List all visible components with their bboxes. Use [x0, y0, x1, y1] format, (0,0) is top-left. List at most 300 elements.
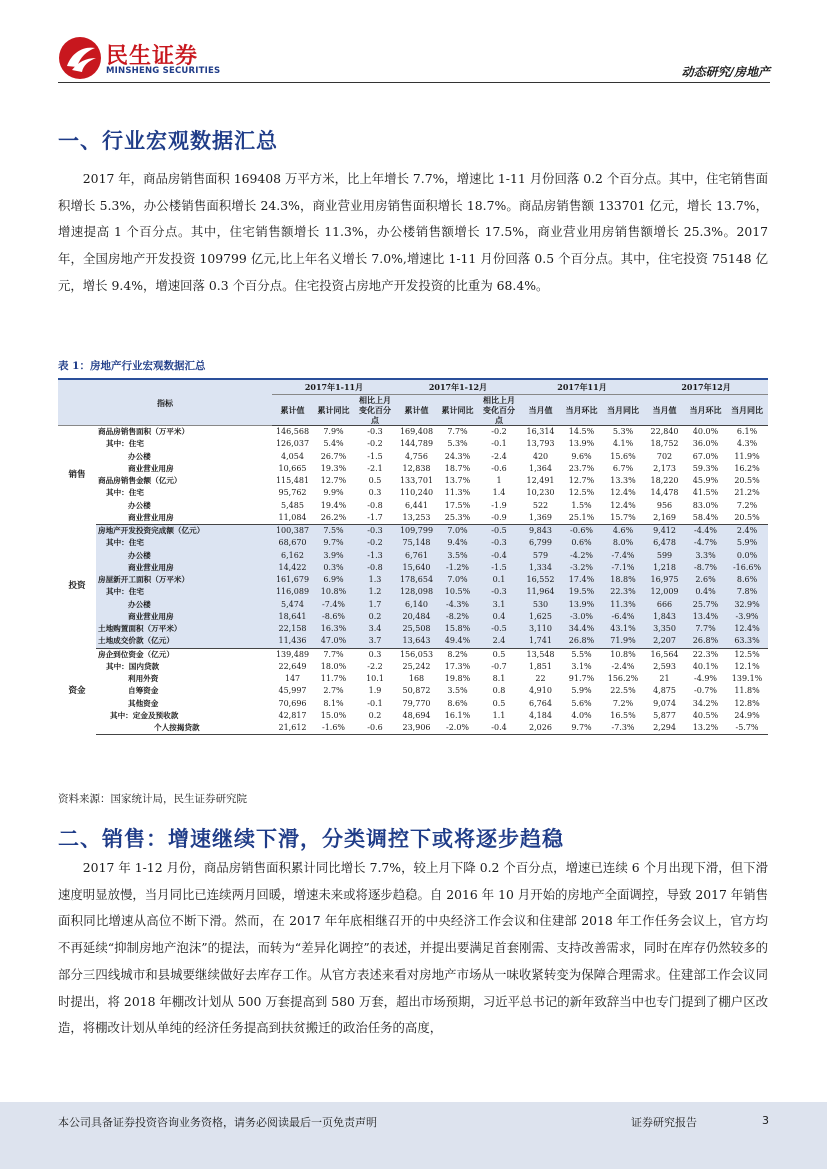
table-cell: 49.4% [437, 635, 478, 648]
table-cell: 0.5 [492, 649, 506, 659]
footer-band [0, 1102, 827, 1169]
table-row [58, 661, 768, 673]
table-cell: 18,752 [650, 439, 679, 449]
table-cell: 109,799 [396, 525, 437, 538]
table-cell: 1,364 [529, 463, 552, 473]
table-cell: 10,665 [278, 463, 307, 473]
table-cell: -7.4% [313, 599, 354, 611]
table-cell: -4.9% [694, 674, 718, 683]
table-cell: 579 [520, 550, 561, 562]
row-category: 销售 [58, 426, 96, 525]
table-cell: 3.5% [447, 686, 468, 696]
table-cell: 5.6% [571, 698, 592, 708]
row-label: 土地成交价款（亿元） [96, 635, 272, 648]
table-cell: 15.7% [602, 512, 644, 525]
table-row [58, 623, 768, 635]
table-cell: 9,412 [644, 525, 685, 538]
table-cell: 8.6% [726, 574, 768, 586]
table-cell: 0.3 [368, 488, 382, 498]
table-cell: 6,799 [520, 537, 561, 549]
table-cell: 0.4% [685, 586, 726, 598]
table-header-row-groups [58, 380, 768, 395]
table-cell: -0.7% [694, 686, 718, 696]
table-cell: 22,840 [650, 427, 679, 436]
table-row [58, 487, 768, 499]
table-cell: 71.9% [602, 635, 644, 648]
table-cell: 7.5% [313, 525, 354, 538]
table-cell: 115,481 [275, 476, 310, 485]
row-label: 其他资金 [128, 698, 159, 708]
table-cell: -5.7% [726, 722, 768, 735]
table-cell: 11,964 [520, 586, 561, 598]
table-cell: 9.4% [437, 537, 478, 549]
table-cell: 17.4% [561, 574, 602, 586]
row-label: 其中：住宅 [96, 586, 272, 598]
table-cell: -0.4 [478, 722, 520, 735]
table-cell: 36.0% [692, 439, 719, 449]
table-cell: 15.0% [320, 710, 347, 720]
table-cell: 1.4 [492, 488, 506, 498]
table-row [58, 611, 768, 623]
table-cell: -0.2 [354, 537, 396, 549]
macro-data-table [58, 380, 768, 735]
table-cell: 11.7% [320, 674, 347, 683]
section-2-paragraph: 2017 年 1-12 月份，商品房销售面积累计同比增长 7.7%，较上月下降 0.2 个百分点，增速已连续 6 个月出现下滑，但下滑速度明显放慢，当月同比已连续两月回暖，增速未来或将逐步趋稳。自 2016 年 10 月开始的房地产全面调控，导致 2017 年销售面积同比增速从高位不断下滑。然而，在 2017 年年底相继召开的中央经济工作会议和住建部 2018 年工作任务会议上，官方均不再延续“抑制房地产泡沫”的提法，而转为“差异化调控”的表述，并提出要满足首套刚需、支持改善需求，同时在库存仍然较多的部分三四线城市和县城要继续做好去库存工作。从官方表述来看对房地产市场从一味收紧转变为保障合理需求。住建部工作会议同时提出，将 2018 年棚改计划从 500 万套提高到 580 万套，超出市场预期，习近平总书记的新年致辞当中也专门提到了棚户区改造，将棚改计划从单纯的经济任务提高到扶贫搬迁的政治任务的高度， [58, 860, 768, 1036]
table-cell: 7.7% [323, 649, 344, 659]
company-logo [58, 36, 221, 80]
table-cell: 25,508 [396, 623, 437, 635]
section-2-title: 二、销售：增速继续下滑，分类调控下或将逐步趋稳 [58, 827, 564, 851]
table-cell: 4,875 [653, 686, 676, 696]
table-cell: 16.1% [444, 710, 471, 720]
table-cell: 3.1% [571, 661, 592, 671]
table-cell: 599 [644, 550, 685, 562]
table-cell: 19.4% [320, 500, 347, 510]
table-cell: 2.6% [685, 574, 726, 586]
table-cell: 1.2 [354, 586, 396, 598]
table-cell: 22 [535, 674, 546, 683]
table-cell: -1.5 [367, 451, 383, 461]
table-cell: 22.3% [602, 586, 644, 598]
table-cell: -7.1% [602, 562, 644, 574]
table-cell: 8.1 [492, 674, 506, 683]
table-row [58, 710, 768, 722]
table-cell: 15,640 [396, 562, 437, 574]
table-cell: 6.7% [612, 463, 634, 473]
logo-english-name: MINSHENG SECURITIES [106, 66, 221, 76]
table-cell: 16,314 [526, 427, 555, 436]
table-cell: 133,701 [399, 476, 434, 485]
table-cell: 9.6% [571, 451, 592, 461]
logo-chinese-name: 民生证券 [106, 44, 199, 69]
table-cell: 6,441 [405, 500, 428, 510]
table-cell: 22,158 [272, 623, 313, 635]
table-cell: 34.2% [692, 698, 719, 708]
row-label: 其中：住宅 [106, 488, 144, 498]
table-cell: 1 [496, 476, 502, 485]
table-cell: 16.3% [313, 623, 354, 635]
table-row [58, 537, 768, 549]
metric-header: 累计同比 [313, 395, 354, 426]
table-cell: 26.7% [320, 451, 347, 461]
table-cell: 0.4 [478, 611, 520, 623]
table-cell: 23.7% [568, 463, 595, 473]
table-cell: 13.2% [685, 722, 726, 735]
table-cell: 6,162 [272, 550, 313, 562]
table-cell: 2,026 [520, 722, 561, 735]
row-label: 其中：定金及预收款 [110, 710, 179, 720]
table-cell: 34.4% [561, 623, 602, 635]
metric-header: 相比上月变化百分点 [354, 395, 396, 426]
row-label: 商品房销售金额（亿元） [98, 476, 182, 485]
metric-header: 当月值 [520, 395, 561, 426]
table-cell: 13.7% [444, 476, 471, 485]
table-cell: 100,387 [272, 525, 313, 538]
table-cell: 68,670 [272, 537, 313, 549]
table-cell: 3.5% [437, 550, 478, 562]
table-cell: 18.0% [320, 661, 347, 671]
row-label: 其中：国内贷款 [106, 661, 160, 671]
metric-header: 当月值 [644, 395, 685, 426]
table-cell: -16.6% [726, 562, 768, 574]
table-cell: 144,789 [399, 439, 434, 449]
table-cell: 41.5% [692, 488, 719, 498]
table-row [58, 500, 768, 512]
table-cell: 1,625 [520, 611, 561, 623]
table-cell: 95,762 [278, 488, 307, 498]
table-cell: -1.3 [354, 550, 396, 562]
table-row [58, 475, 768, 487]
table-cell: 32.9% [726, 599, 768, 611]
table-cell: 12.5% [734, 649, 760, 659]
table-cell: 5,877 [653, 710, 676, 720]
table-cell: 3.1 [478, 599, 520, 611]
table-cell: 63.3% [726, 635, 768, 648]
table-cell: 8.6% [447, 698, 468, 708]
table-cell: 11.3% [602, 599, 644, 611]
table-cell: 522 [532, 500, 549, 510]
table-cell: 666 [644, 599, 685, 611]
table-cell: -2.2 [367, 661, 383, 671]
report-type: 动态研究/房地产 [681, 65, 770, 79]
table-cell: 169,408 [399, 427, 434, 436]
table-cell: 23,906 [396, 722, 437, 735]
table-cell: 7.2% [736, 500, 758, 510]
table-cell: -4.4% [685, 525, 726, 538]
table-cell: 2.7% [323, 686, 344, 696]
table-row [58, 722, 768, 735]
table-cell: 26.8% [561, 635, 602, 648]
table-cell: 5,485 [281, 500, 304, 510]
table-cell: -2.1 [367, 463, 383, 473]
table-cell: 7.9% [323, 427, 344, 436]
section-1-title: 一、行业宏观数据汇总 [58, 129, 278, 153]
table-cell: 12.5% [568, 488, 595, 498]
row-label: 自筹资金 [128, 686, 159, 696]
table-cell: -0.2 [491, 427, 507, 436]
table-cell: 128,098 [396, 586, 437, 598]
table-row [58, 673, 768, 685]
table-cell: 50,872 [402, 686, 431, 696]
table-cell: 42,817 [278, 710, 307, 720]
table-cell: 4.6% [602, 525, 644, 538]
table-cell: 12.1% [734, 661, 760, 671]
macro-data-table-container [58, 378, 768, 735]
table-cell: -8.7% [685, 562, 726, 574]
table-cell: 4,184 [529, 710, 552, 720]
table-cell: 25.3% [437, 512, 478, 525]
table-cell: 13.3% [610, 476, 636, 485]
table-cell: 1.7 [354, 599, 396, 611]
table-cell: 0.2 [368, 710, 382, 720]
table-cell: 9.7% [313, 537, 354, 549]
table-cell: 58.4% [685, 512, 726, 525]
table-cell: 6,764 [529, 698, 552, 708]
table-cell: 161,679 [272, 574, 313, 586]
table-cell: 3.7 [354, 635, 396, 648]
table-cell: 15.8% [437, 623, 478, 635]
table-cell: 147 [284, 674, 301, 683]
table-cell: 22.5% [610, 686, 636, 696]
row-label: 办公楼 [128, 451, 151, 461]
table-cell: 12.8% [734, 698, 760, 708]
table-row [58, 562, 768, 574]
table-cell: 0.3% [313, 562, 354, 574]
table-cell: 9,843 [520, 525, 561, 538]
table-cell: -6.4% [602, 611, 644, 623]
row-label: 商业营业用房 [128, 463, 174, 473]
table-cell: 4,910 [529, 686, 552, 696]
table-cell: -1.6% [313, 722, 354, 735]
table-cell: 25.7% [685, 599, 726, 611]
table-cell: 12.4% [610, 488, 636, 498]
table-cell: 8.1% [323, 698, 344, 708]
table-cell: 48,694 [402, 710, 431, 720]
table-row [58, 451, 768, 463]
row-label: 个人按揭贷款 [96, 722, 272, 735]
table-cell: 13.4% [685, 611, 726, 623]
table-row [58, 698, 768, 710]
table-cell: 6,140 [396, 599, 437, 611]
table-cell: 7.0% [437, 525, 478, 538]
table-cell: 11.8% [734, 686, 760, 696]
table-cell: 40.1% [692, 661, 719, 671]
table-cell: 110,240 [399, 488, 434, 498]
table-cell: 5.3% [447, 439, 468, 449]
row-category: 投资 [58, 525, 96, 649]
table-cell: 20.5% [734, 476, 760, 485]
table-cell: -0.6% [561, 525, 602, 538]
table-caption: 表 1：房地产行业宏观数据汇总 [58, 360, 206, 372]
table-cell: 8.2% [447, 649, 468, 659]
table-cell: -1.2% [437, 562, 478, 574]
section-1-paragraph: 2017 年，商品房销售面积 169408 万平方米，比上年增长 7.7%，增速比 1-11 月份回落 0.2 个百分点。其中，住宅销售面积增长 5.3%，办公楼销售面积增长 24.3%，商业营业用房销售面积增长 18.7%。商品房销售额 133701 亿元，增长 13.7%，增速提高 1 个百分点。其中，住宅销售额增长 11.3%，办公楼销售额增长 17.5%，商业营业用房销售额增长 25.3%。2017 年，全国房地产开发投资 109799 亿元,比上年名义增长 7.0%,增速比 1-11 月份回落 0.5 个百分点。其中，住宅投资 75148 亿元，增长 9.4%，增速回落 0.3 个百分点。住宅投资占房地产开发投资的比重为 68.4%。 [58, 171, 768, 293]
table-cell: 12.4% [726, 623, 768, 635]
table-cell: -3.2% [561, 562, 602, 574]
table-cell: 12,009 [644, 586, 685, 598]
table-cell: 139.1% [731, 674, 763, 683]
row-label: 商业营业用房 [96, 512, 272, 525]
table-row [58, 586, 768, 598]
table-cell: 6.9% [313, 574, 354, 586]
table-cell: 0.8 [492, 686, 506, 696]
table-row [58, 574, 768, 586]
table-cell: 4.0% [571, 710, 592, 720]
row-label: 房地产开发投资完成额（亿元） [96, 525, 272, 538]
metric-header: 当月同比 [602, 395, 644, 426]
row-label: 商业营业用房 [96, 611, 272, 623]
table-cell: 4.1% [612, 439, 634, 449]
table-cell: -4.7% [685, 537, 726, 549]
table-cell: 16.5% [610, 710, 636, 720]
table-cell: 19.8% [444, 674, 471, 683]
table-cell: -7.4% [602, 550, 644, 562]
table-cell: 420 [532, 451, 549, 461]
table-cell: 116,089 [272, 586, 313, 598]
table-cell: 5.4% [323, 439, 344, 449]
row-label: 商业营业用房 [96, 562, 272, 574]
metric-header: 相比上月变化百分点 [478, 395, 520, 426]
table-cell: 146,568 [275, 427, 310, 436]
table-cell: -0.8 [367, 500, 383, 510]
table-row [58, 512, 768, 525]
table-cell: 13,253 [396, 512, 437, 525]
footer-disclaimer: 本公司具备证券投资咨询业务资格，请务必阅读最后一页免责声明 [58, 1116, 377, 1129]
table-cell: -0.3 [367, 427, 383, 436]
table-cell: 0.0% [726, 550, 768, 562]
table-cell: 14.5% [568, 427, 595, 436]
table-row [58, 635, 768, 648]
table-cell: -8.2% [437, 611, 478, 623]
table-cell: 3,350 [644, 623, 685, 635]
table-cell: 12,838 [402, 463, 431, 473]
table-cell: 26.8% [685, 635, 726, 648]
table-cell: 156,053 [399, 649, 434, 659]
table-cell: 45,997 [278, 686, 307, 696]
table-cell: -8.6% [313, 611, 354, 623]
table-cell: 14,478 [650, 488, 679, 498]
table-cell: -0.1 [491, 439, 507, 449]
table-row [58, 525, 768, 538]
table-cell: 14,422 [272, 562, 313, 574]
table-cell: 1,369 [520, 512, 561, 525]
table-cell: 75,148 [396, 537, 437, 549]
table-cell: 7.8% [726, 586, 768, 598]
table-cell: 17.3% [444, 661, 471, 671]
table-cell: -0.9 [478, 512, 520, 525]
table-cell: 5.3% [612, 427, 634, 436]
table-row [58, 648, 768, 661]
table-cell: 530 [520, 599, 561, 611]
table-cell: 9.7% [561, 722, 602, 735]
table-cell: 9,074 [653, 698, 676, 708]
table-cell: 91.7% [568, 674, 595, 683]
table-cell: 139,489 [275, 649, 310, 659]
table-cell: -0.3 [354, 525, 396, 538]
table-row [58, 426, 768, 439]
table-row [58, 463, 768, 475]
table-cell: 2,593 [653, 661, 676, 671]
table-cell: 13.9% [568, 439, 595, 449]
table-cell: 16,552 [520, 574, 561, 586]
table-cell: 3.9% [313, 550, 354, 562]
table-cell: 67.0% [692, 451, 719, 461]
table-cell: 40.0% [692, 427, 719, 436]
table-cell: 20.5% [726, 512, 768, 525]
table-cell: -4.3% [437, 599, 478, 611]
footer-doc-type: 证券研究报告 [631, 1116, 697, 1129]
table-cell: 7.7% [447, 427, 468, 436]
row-label: 其中：住宅 [106, 439, 144, 449]
table-cell: 18,220 [650, 476, 679, 485]
table-cell: 3.3% [685, 550, 726, 562]
table-cell: 11,084 [272, 512, 313, 525]
table-cell: 20,484 [396, 611, 437, 623]
table-cell: -0.3 [478, 586, 520, 598]
table-cell: -2.4% [611, 661, 635, 671]
table-cell: -2.0% [437, 722, 478, 735]
table-cell: 47.0% [313, 635, 354, 648]
table-cell: -1.5 [478, 562, 520, 574]
table-cell: 18.8% [602, 574, 644, 586]
table-cell: 13.9% [561, 599, 602, 611]
table-cell: -0.6 [354, 722, 396, 735]
table-cell: 11.3% [444, 488, 471, 498]
table-cell: 4.3% [736, 439, 758, 449]
table-cell: 17.5% [444, 500, 471, 510]
table-cell: 2,207 [644, 635, 685, 648]
table-cell: -0.8 [354, 562, 396, 574]
table-cell: 0.3 [368, 649, 382, 659]
table-cell: 21 [659, 674, 670, 683]
row-label: 其中：住宅 [96, 537, 272, 549]
table-cell: 24.3% [444, 451, 471, 461]
table-cell: 0.2 [354, 611, 396, 623]
table-cell: 10.1 [366, 674, 384, 683]
table-cell: 2.4% [726, 525, 768, 538]
page-header [0, 0, 827, 86]
table-cell: -0.6 [491, 463, 507, 473]
row-label: 办公楼 [96, 599, 272, 611]
table-cell: 5.5% [571, 649, 592, 659]
table-cell: 2,169 [644, 512, 685, 525]
table-index-header: 指标 [58, 380, 272, 426]
row-category: 资金 [58, 648, 96, 735]
table-cell: 4,756 [405, 451, 428, 461]
table-cell: 3.4 [354, 623, 396, 635]
row-label: 利用外资 [128, 674, 159, 683]
table-cell: -0.4 [478, 550, 520, 562]
table-cell: 21,612 [272, 722, 313, 735]
table-cell: 70,696 [278, 698, 307, 708]
table-cell: 1,218 [644, 562, 685, 574]
table-cell: 19.3% [320, 463, 347, 473]
table-cell: -0.7 [491, 661, 507, 671]
table-cell: 168 [408, 674, 425, 683]
table-cell: 1,741 [520, 635, 561, 648]
table-cell: 10.8% [610, 649, 636, 659]
table-cell: 0.6% [561, 537, 602, 549]
table-row [58, 685, 768, 697]
table-cell: 0.1 [478, 574, 520, 586]
table-row [58, 599, 768, 611]
table-cell: 1.5% [571, 500, 592, 510]
table-cell: 6,761 [396, 550, 437, 562]
table-cell: -0.2 [367, 439, 383, 449]
table-cell: 13,643 [396, 635, 437, 648]
table-cell: 25,242 [402, 661, 431, 671]
table-cell: 10.8% [313, 586, 354, 598]
